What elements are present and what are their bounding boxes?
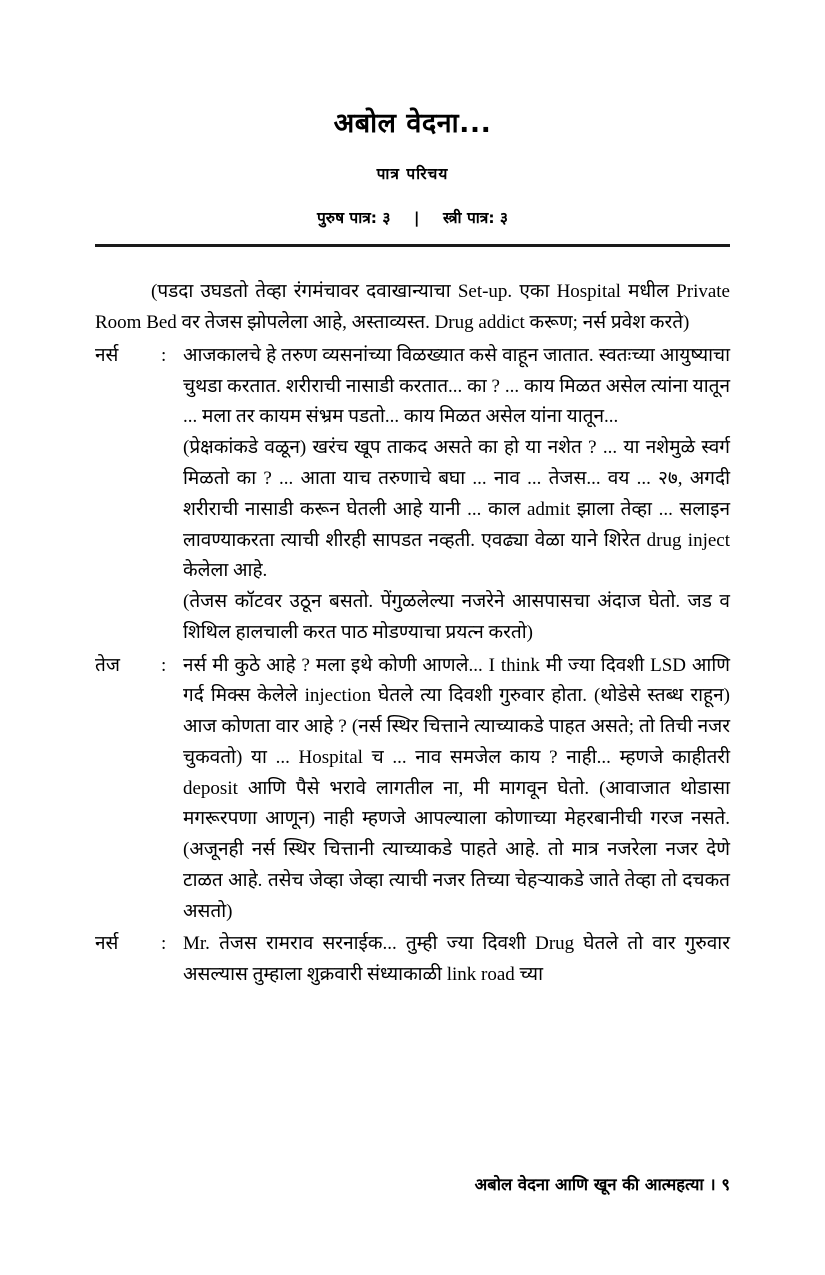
speaker-name: नर्स: [95, 344, 119, 366]
cast-counts: [95, 206, 730, 228]
cast-male-count: पुरुष पात्र: ३: [317, 209, 391, 228]
speaker-name: तेज: [95, 654, 120, 676]
dialogue-paragraph: Mr. तेजस रामराव सरनाईक... तुम्ही ज्या दिवशी Drug घेतले तो वार गुरुवार असल्यास तुम्हाला शुक्रवारी संध्याकाळी link road च्या: [183, 933, 730, 986]
page-footer: अबोल वेदना आणि खून की आत्महत्या । ९: [474, 1175, 730, 1194]
dialogue-paragraph: (तेजस कॉटवर उठून बसतो. पेंगुळलेल्या नजरेने आसपासचा अंदाज घेतो. जड व शिथिल हालचाली करत पाठ मोडण्याचा प्रयत्न करतो): [183, 591, 730, 643]
speech-block: [95, 341, 730, 649]
page-title: अबोल वेदना...: [333, 108, 492, 139]
dialogue-text: [183, 929, 730, 991]
cast-female-count: स्त्री पात्र: ३: [442, 209, 508, 228]
dialogue-paragraph: नर्स मी कुठे आहे ? मला इथे कोणी आणले... I think मी ज्या दिवशी LSD आणि गर्द मिक्स केलेले injection घेतले त्या दिवशी गुरुवार होता. (थोडेसे स्तब्ध राहून) आज कोणता वार आहे ? (नर्स स्थिर चित्ताने त्याच्याकडे पाहत असते; तो तिची नजर चुकवतो) या ... Hospital च ... नाव समजेल काय ? नाही... म्हणजे काहीतरी deposit आणि पैसे भरावे लागतील ना, मी मागवून घेतो. (आवाजात थोडासा मगरूरपणा आणून) नाही म्हणजे आपल्याला कोणाच्या मेहरबानीची गरज नसते. (अजूनही नर्स स्थिर चित्तानी त्याच्याकडे पाहते आहे. तो मात्र नजरेला नजर देणे टाळत आहे. तसेच जेव्हा जेव्हा त्याची नजर तिच्या चेहऱ्याकडे जाते तेव्हा तो दचकत असतो): [183, 654, 730, 922]
speaker-colon: :: [161, 654, 167, 676]
speaker-colon: :: [161, 344, 167, 366]
header-divider: [95, 244, 730, 247]
script-body: [95, 277, 730, 991]
speaker-name: नर्स: [95, 933, 119, 955]
cast-separator: |: [413, 209, 420, 228]
dialogue-text: [183, 651, 730, 928]
cast-section-heading: पात्र परिचय: [376, 165, 449, 184]
speech-block: [95, 651, 730, 928]
speaker-colon: :: [161, 933, 167, 955]
stage-direction: (पडदा उघडतो तेव्हा रंगमंचावर दवाखान्याचा Set-up. एका Hospital मधील Private Room Bed वर तेजस झोपलेला आहे, अस्ताव्यस्त. Drug addict करूण; नर्स प्रवेश करते): [95, 281, 730, 334]
dialogue-paragraph: आजकालचे हे तरुण व्यसनांच्या विळख्यात कसे वाहून जातात. स्वतःच्या आयुष्याचा चुथडा करतात. शरीराची नासाडी करतात... का ? ... काय मिळत असेल त्यांना यातून ... मला तर कायम संभ्रम पडतो... काय मिळत असेल यांना यातून...: [183, 344, 730, 428]
dialogue-paragraph: (प्रेक्षकांकडे वळून) खरंच खूप ताकद असते का हो या नशेत ? ... या नशेमुळे स्वर्ग मिळतो का ? ... आता याच तरुणाचे बघा ... नाव ... तेजस... वय ... २७, अगदी शरीराची नासाडी करून घेतली आहे यानी ... काल admit झाला तेव्हा ... सलाइन लावण्याकरता त्याची शीरही सापडत नव्हती. एवढ्या वेळा याने शिरेत drug inject केलेला आहे.: [183, 437, 730, 582]
dialogue-text: [183, 341, 730, 649]
speech-block: [95, 929, 730, 991]
